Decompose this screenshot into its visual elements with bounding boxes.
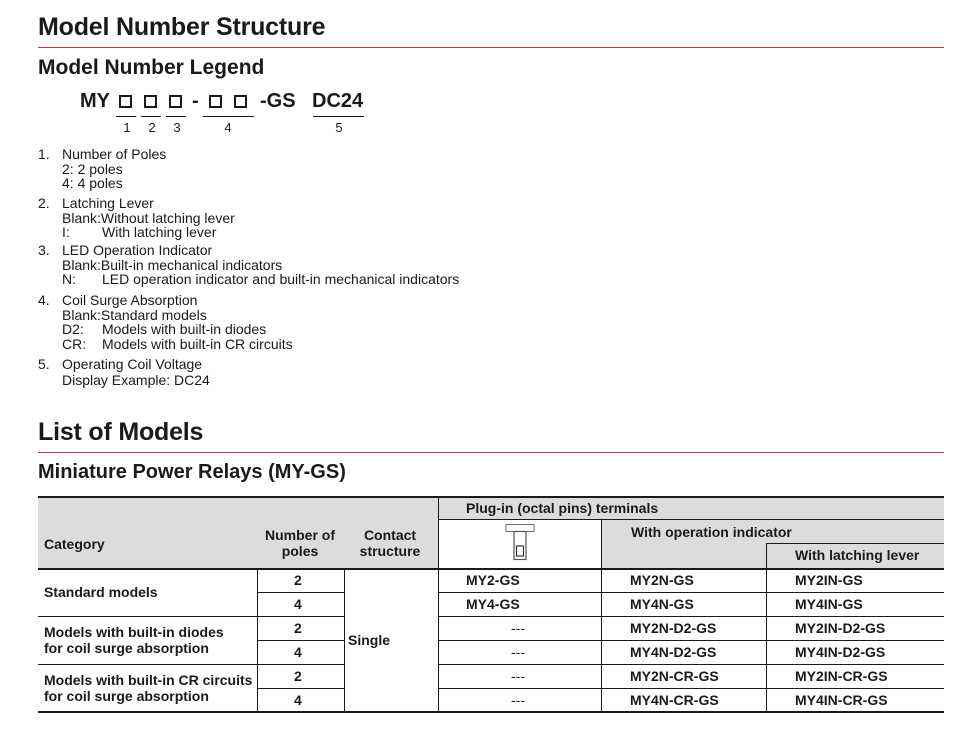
option-value: Display Example: DC24 [62,372,210,388]
position-5: 5 [335,120,343,135]
option-key: I: [62,224,70,241]
option-value: LED operation indicator and built-in mechanical indicators [102,271,460,288]
model-basic: --- [511,668,525,684]
option-key: Blank: [62,256,101,273]
underline-4 [203,116,254,117]
position-1: 1 [123,120,131,135]
option-value: Standard models [100,306,207,323]
line [257,568,258,712]
legend-option [62,162,123,177]
poles-value: 2 [294,620,302,636]
code-dash: - [192,90,199,112]
line [438,519,944,520]
line [438,640,944,641]
legend-option [62,224,217,241]
code-box-1 [119,95,132,108]
line [438,664,944,665]
legend-item-number: 5. [38,356,50,372]
underline-1 [116,116,136,117]
underline-5 [313,116,364,117]
model-indicator: MY2N-D2-GS [630,620,717,636]
line [438,592,944,593]
code-box-4b [234,95,247,108]
socket-terminal-icon [504,524,536,562]
position-2: 2 [148,120,156,135]
code-voltage: DC24 [312,90,364,112]
models-table [38,496,944,713]
line [438,496,439,712]
model-latching: MY2IN-GS [795,572,863,588]
model-indicator: MY2N-GS [630,572,694,588]
legend-item-title: LED Operation Indicator [62,242,213,258]
model-basic: MY4-GS [466,596,520,612]
code-prefix: MY [80,90,110,112]
option-value: With latching lever [102,224,217,241]
header-with-latching: With latching lever [795,547,920,563]
legend-item-number: 4. [38,292,50,308]
legend-option [62,335,293,352]
option-value: 2 poles [77,160,123,177]
poles-value: 4 [294,692,302,708]
model-indicator: MY4N-CR-GS [630,692,719,708]
model-latching: MY4IN-CR-GS [795,692,888,708]
option-value: Models with built-in CR circuits [102,335,293,352]
legend-option [62,211,235,226]
option-key: N: [62,271,76,288]
line [38,664,344,665]
legend-item-number: 2. [38,195,50,211]
option-key: 2: [62,160,74,177]
model-basic: --- [511,620,525,636]
underline-3 [166,116,186,117]
poles-value: 4 [294,596,302,612]
legend-option [62,271,460,288]
table-bottom-border [38,711,944,713]
model-basic: --- [511,692,525,708]
legend-item-number: 3. [38,242,50,258]
line [438,688,944,689]
option-value: 4 poles [77,175,123,192]
line [257,640,344,641]
poles-value: 4 [294,644,302,660]
model-indicator: MY4N-GS [630,596,694,612]
header-category: Category [44,536,105,552]
legend-item-title: Operating Coil Voltage [62,356,203,372]
line [257,688,344,689]
models-title: List of Models [38,418,204,446]
model-indicator: MY2N-CR-GS [630,668,719,684]
line [257,592,344,593]
code-box-2 [144,95,157,108]
line [344,568,345,712]
title-rule [38,47,944,48]
legend-item-number: 1. [38,146,50,162]
code-box-4a [209,95,222,108]
poles-value: 2 [294,668,302,684]
models-rule [38,452,944,453]
model-basic: --- [511,644,525,660]
line [438,616,944,617]
category-cr-line2: for coil surge absorption [44,688,209,704]
position-3: 3 [173,120,181,135]
code-suffix: -GS [260,90,296,112]
contact-single: Single [348,632,391,648]
option-key: 4: [62,175,74,192]
legend-option [62,321,267,338]
legend-option [62,373,210,388]
model-latching: MY4IN-GS [795,596,863,612]
category-diodes-line1: Models with built-in diodes [44,624,224,640]
legend-option [62,308,207,323]
header-bottom-border [38,568,944,570]
category-cr-line1: Models with built-in CR circuits [44,672,253,688]
model-basic: MY2-GS [466,572,520,588]
header-terminals: Plug-in (octal pins) terminals [466,500,659,516]
code-box-3 [169,95,182,108]
line [38,616,344,617]
category-diodes-line2: for coil surge absorption [44,640,209,656]
legend-item-title: Number of Poles [62,146,167,162]
table-top-border [38,496,944,498]
legend-item-title: Coil Surge Absorption [62,292,198,308]
option-value: Models with built-in diodes [102,321,267,338]
models-subtitle: Miniature Power Relays (MY-GS) [38,461,346,483]
poles-value: 2 [294,572,302,588]
header-poles: Number of poles [265,527,335,559]
position-4: 4 [224,120,232,135]
page-title: Model Number Structure [38,13,326,41]
option-key: CR: [62,335,87,352]
option-value: Without latching lever [100,209,235,226]
line [766,543,767,712]
model-latching: MY4IN-D2-GS [795,644,886,660]
underline-2 [141,116,161,117]
header-with-indicator: With operation indicator [631,524,792,540]
option-key: Blank: [62,306,101,323]
legend-item-title: Latching Lever [62,195,154,211]
line [766,543,944,544]
option-value: Built-in mechanical indicators [100,256,283,273]
model-indicator: MY4N-D2-GS [630,644,717,660]
option-key: Blank: [62,209,101,226]
category-standard: Standard models [44,584,158,600]
legend-option [62,258,282,273]
line [601,519,602,712]
model-latching: MY2IN-D2-GS [795,620,886,636]
header-contact: Contact structure [359,527,421,559]
legend-option [62,176,123,191]
option-key: D2: [62,321,84,338]
legend-title: Model Number Legend [38,56,265,79]
model-latching: MY2IN-CR-GS [795,668,888,684]
